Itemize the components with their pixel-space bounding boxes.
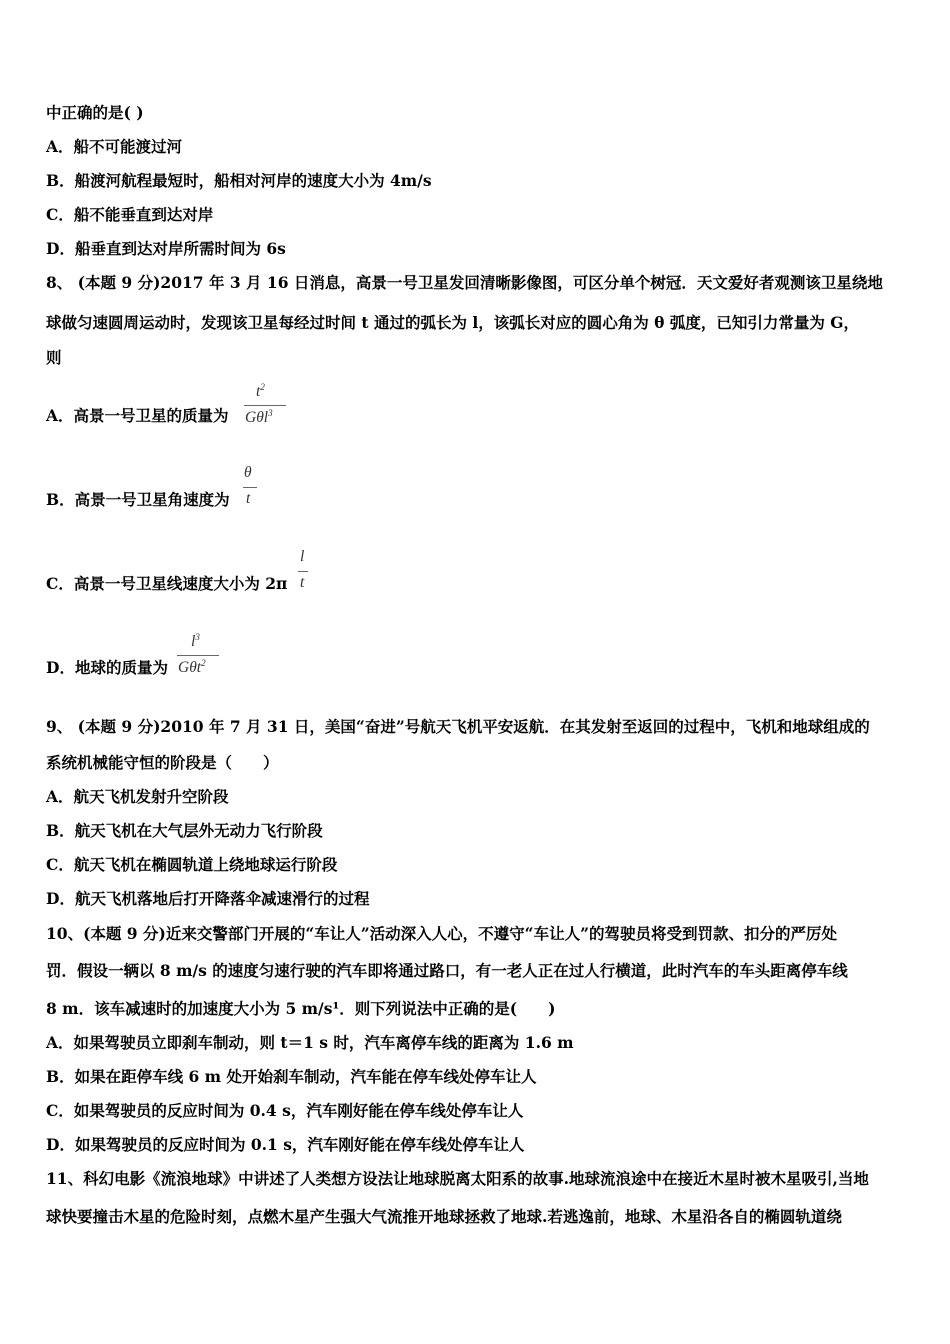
- formula-a-den-sup: 3: [268, 408, 273, 418]
- formula-c-num: l: [300, 548, 305, 565]
- formula-b-den: t: [246, 490, 251, 507]
- fraction-bar: [177, 655, 219, 656]
- q9-option-a: A．航天飞机发射升空阶段: [46, 787, 229, 806]
- q8-stem-line2: 球做匀速圆周运动时，发现该卫星每经过时间 t 通过的弧长为 l，该弧长对应的圆心角为 θ 弧度，已知引力常量为 G，: [46, 313, 860, 332]
- q8-formula-b: [243, 464, 257, 512]
- q10-option-d: D．如果驾驶员的反应时间为 0.1 s，汽车刚好能在停车线处停车让人: [46, 1135, 525, 1154]
- q8-stem-line3: 则: [46, 348, 62, 367]
- q7-option-b: B．船渡河航程最短时，船相对河岸的速度大小为 4m/s: [46, 171, 432, 190]
- formula-c-den: t: [300, 574, 305, 591]
- q7-option-d: D．船垂直到达对岸所需时间为 6s: [46, 239, 286, 258]
- q10-option-b: B．如果在距停车线 6 m 处开始刹车制动，汽车能在停车线处停车让人: [46, 1067, 537, 1086]
- fraction-bar: [243, 487, 257, 488]
- q9-option-c: C．航天飞机在椭圆轨道上绕地球运行阶段: [46, 855, 338, 874]
- q9-option-b: B．航天飞机在大气层外无动力飞行阶段: [46, 821, 323, 840]
- q8-option-d: D．地球的质量为: [46, 658, 168, 677]
- q7-option-a: A．船不可能渡过河: [46, 137, 183, 156]
- q9-stem-line1: 9、 (本题 9 分)2010 年 7 月 31 日，美国“奋进”号航天飞机平安返航．在其发射至返回的过程中，飞机和地球组成的: [46, 717, 870, 736]
- q10-stem-line3: 8 m．该车减速时的加速度大小为 5 m/s¹．则下列说法中正确的是( ): [46, 999, 556, 1018]
- q8-stem-line1: 8、 (本题 9 分)2017 年 3 月 16 日消息，高景一号卫星发回清晰影像图，可区分单个树冠．天文爱好者观测该卫星绕地: [46, 273, 883, 292]
- formula-d-den: Gθt: [178, 659, 202, 677]
- q7-stem-tail: 中正确的是( ): [46, 103, 144, 122]
- formula-d-den-sup: 2: [201, 658, 206, 668]
- formula-b-num: θ: [244, 464, 252, 481]
- q7-option-c: C．船不能垂直到达对岸: [46, 205, 214, 224]
- fraction-bar: [244, 405, 286, 406]
- q10-option-c: C．如果驾驶员的反应时间为 0.4 s，汽车刚好能在停车线处停车让人: [46, 1101, 524, 1120]
- formula-a-num: t: [256, 383, 261, 401]
- formula-a-den: Gθl: [245, 409, 269, 427]
- q9-stem-line2: 系统机械能守恒的阶段是（ ）: [46, 753, 279, 772]
- formula-a-num-sup: 2: [260, 382, 265, 392]
- q8-option-c: C．高景一号卫星线速度大小为 2π: [46, 574, 288, 593]
- q11-stem-line1: 11、科幻电影《流浪地球》中讲述了人类想方设法让地球脱离太阳系的故事.地球流浪途中在接近木星时被木星吸引,当地: [46, 1169, 869, 1188]
- q10-stem-line1: 10、(本题 9 分)近来交警部门开展的“车让人”活动深入人心，不遵守“车让人”的驾驶员将受到罚款、扣分的严厉处: [46, 924, 837, 943]
- q10-option-a: A．如果驾驶员立即刹车制动，则 t＝1 s 时，汽车离停车线的距离为 1.6 m: [46, 1033, 574, 1052]
- q8-formula-a: [244, 382, 286, 430]
- q9-option-d: D．航天飞机落地后打开降落伞减速滑行的过程: [46, 889, 370, 908]
- formula-d-num: l: [191, 633, 196, 651]
- q10-stem-line2: 罚．假设一辆以 8 m/s 的速度匀速行驶的汽车即将通过路口，有一老人正在过人行横道，此时汽车的车头距离停车线: [46, 961, 848, 980]
- fraction-bar: [298, 571, 308, 572]
- q8-option-b: B．高景一号卫星角速度为: [46, 490, 230, 509]
- q8-formula-c: [298, 548, 308, 596]
- q8-formula-d: [177, 632, 219, 680]
- q11-stem-line2: 球快要撞击木星的危险时刻，点燃木星产生强大气流推开地球拯救了地球.若逃逸前，地球、木星沿各自的椭圆轨道绕: [46, 1207, 842, 1226]
- formula-d-num-sup: 3: [195, 632, 200, 642]
- q8-option-a: A．高景一号卫星的质量为: [46, 406, 229, 425]
